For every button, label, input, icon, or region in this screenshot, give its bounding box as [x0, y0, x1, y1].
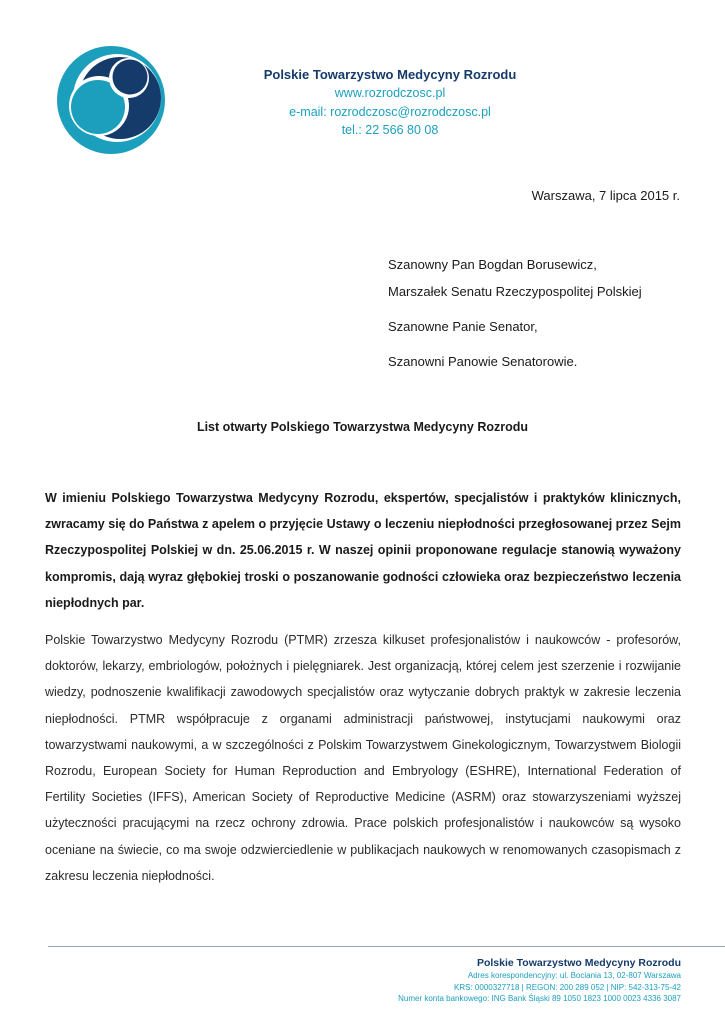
letter-footer [398, 956, 681, 1005]
recipients-block [388, 256, 642, 371]
bold-paragraph: W imieniu Polskiego Towarzystwa Medycyny Rozrodu, ekspertów, specjalistów i praktyków klinicznych, zwracamy się do Państwa z apelem o przyjęcie Ustawy o leczeniu niepłodności przegłosowanej przez Sejm Rzeczypospolitej Polskiej w dn. 25.06.2015 r. W naszej opinii proponowane regulacje stanowią wyważony kompromis, dają wyraz głębokiej troski o poszanowanie godności człowieka oraz bezpieczeństwo leczenia niepłodnych par. [45, 491, 681, 610]
letterhead [230, 66, 550, 140]
recipient-line: Szanowne Panie Senator, [388, 319, 538, 334]
email-link[interactable]: e-mail: rozrodczosc@rozrodczosc.pl [289, 104, 491, 119]
recipient-line: Szanowny Pan Bogdan Borusewicz, [388, 257, 597, 272]
website-link[interactable]: www.rozrodczosc.pl [334, 86, 446, 100]
footer-registry: KRS: 0000327718 | REGON: 200 289 052 | NIP: 542-313-75-42 [454, 982, 681, 992]
body-paragraph: Polskie Towarzystwo Medycyny Rozrodu (PTMR) zrzesza kilkuset profesjonalistów i naukowców - profesorów, doktorów, lekarzy, embriologów, położnych i pielęgniarek. Jest organizacją, której celem jest szerzenie i rozwijanie wiedzy, podnoszenie kwalifikacji zawodowych specjalistów oraz wytyczanie dobrych praktyk w zakresie leczenia niepłodności. PTMR współpracuje z organami administracji państwowej, instytucjami naukowymi oraz towarzystwami naukowymi, a w szczególności z Polskim Towarzystwem Ginekologicznym, Towarzystwem Biologii Rozrodu, European Society for Human Reproduction and Embryology (ESHRE), International Federation of Fertility Societies (IFFS), American Society of Reproductive Medicine (ASRM) oraz stowarzyszeniami wyższej użyteczności pracującymi na rzecz ochrony zdrowia. Prace polskich profesjonalistów i naukowców są wysoko oceniane na świecie, co ma swoje odzwierciedlenie w publikacjach naukowych w renomowanych czasopismach z zakresu leczenia niepłodności. [45, 633, 681, 883]
ptmr-logo [57, 46, 165, 154]
footer-address: Adres korespondencyjny: ul. Bociania 13, 02-807 Warszawa [467, 971, 681, 980]
footer-organization-name: Polskie Towarzystwo Medycyny Rozrodu [476, 957, 681, 969]
phone-number: tel.: 22 566 80 08 [341, 123, 439, 137]
organization-name: Polskie Towarzystwo Medycyny Rozrodu [263, 67, 517, 82]
letter-subject: List otwarty Polskiego Towarzystwa Medycyny Rozrodu [196, 420, 529, 434]
recipient-line: Szanowni Panowie Senatorowie. [388, 354, 578, 369]
letter-date: Warszawa, 7 lipca 2015 r. [531, 188, 680, 203]
recipient-line: Marszałek Senatu Rzeczypospolitej Polskiej [388, 284, 642, 299]
footer-bank-account: Numer konta bankowego: ING Bank Śląski 89 1050 1823 1000 0023 4336 3087 [398, 994, 681, 1003]
footer-divider [48, 946, 725, 947]
